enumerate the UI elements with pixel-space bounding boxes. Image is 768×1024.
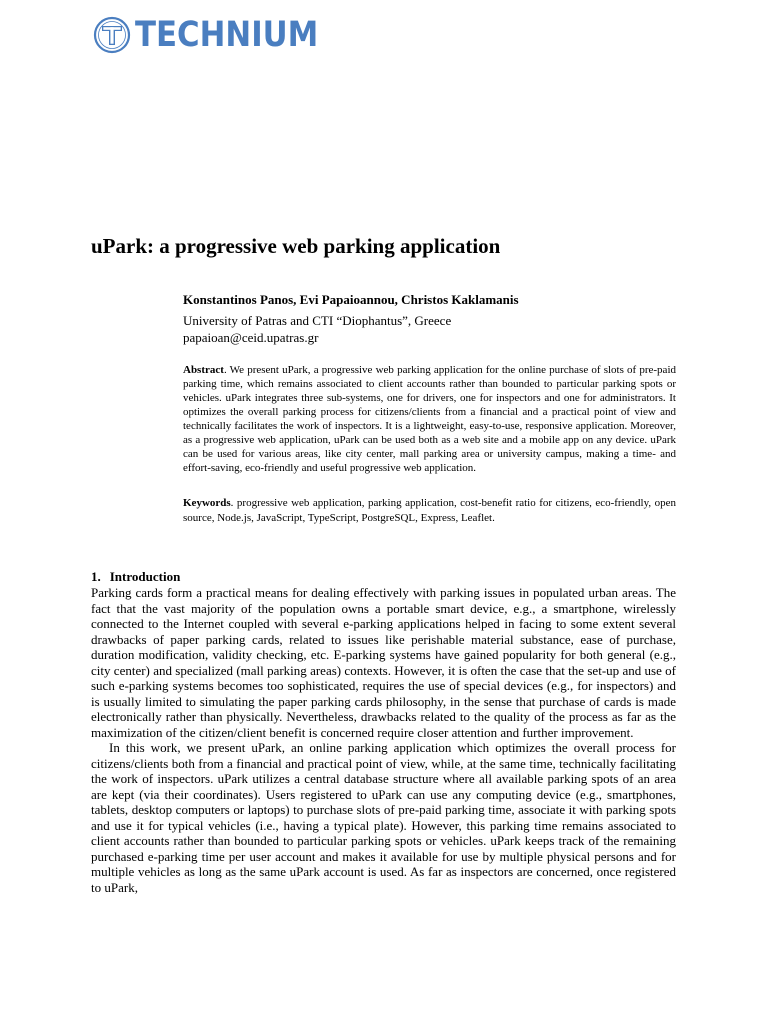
section-number: 1. [91, 569, 101, 584]
contact-email: papaioan@ceid.upatras.gr [183, 330, 319, 345]
technium-t-circle-icon [93, 16, 131, 54]
affiliation: University of Patras and CTI “Diophantus”, Greece [183, 313, 452, 328]
body-paragraph: In this work, we present uPark, an online parking application which optimizes the overall process for citizens/clients both from a financial and practical point of view, while, at the same time, technically facilitating the work of inspectors. uPark utilizes a central database structure where all available parking spots of an area are kept (via their coordinates). Users registered to uPark can use any computing device (e.g., smartphones, tablets, desktop computers or laptops) to purchase slots of pre-paid parking time, associate it with parking spots and use it for typical vehicles (i.e., having a typical plate). However, this parking time remains associated to client accounts rather than bounded to particular parking spots or vehicles. uPark keeps track of the remaining purchased e-parking time per user account and makes it available for use by multiple physical persons and for multiple vehicles as long as the same uPark account is used. As far as inspectors are concerned, once registered to uPark, [91, 740, 676, 895]
author-list: Konstantinos Panos, Evi Papaioannou, Christos Kaklamanis [183, 292, 519, 307]
keywords-label: Keywords [183, 497, 231, 509]
body-paragraph: Parking cards form a practical means for dealing effectively with parking issues in populated urban areas. The fact that the vast majority of the population owns a portable smart device, e.g., a smartphone, wirelessly connected to the Internet coupled with several e-parking applications helped in facing to some extent several drawbacks of paper parking cards, related to issues like perishable material substance, ease of purchase, duration modification, validity checking, etc. E-parking systems have gained popularity for both general (e.g., city center) and specialized (mall parking areas) contexts. However, it is often the case that the set-up and use of such e-parking systems becomes too sophisticated, requires the use of special devices (e.g., for inspectors) and is usually limited to simulating the paper parking cards philosophy, in the sense that purchase of cards is made electronically rather than physically. Nevertheless, drawbacks related to the quality of the process as far as the maximization of the citizen/client benefit is concerned require closer attention and further improvement. [91, 585, 676, 740]
abstract-text: . We present uPark, a progressive web parking application for the online purchase of slots of pre-paid parking time, which remains associated to client accounts rather than bounded to particular parking spots or vehicles. uPark integrates three sub-systems, one for drivers, one for inspectors and one for administrators. It optimizes the overall parking process for citizens/clients from a financial and a practical point of view and technically facilitates the work of inspectors. It is a lightweight, easy-to-use, responsive application. Moreover, as a progressive web application, uPark can be used both as a web site and a mobile app on any device. uPark can be used for various areas, like city center, mall parking area or university campus, making a time- and effort-saving, eco-friendly and useful progressive web application. [183, 364, 676, 474]
logo-wordmark: TECHNIUM [135, 15, 319, 55]
section-title: Introduction [109, 569, 181, 584]
journal-logo [93, 16, 343, 54]
paper-title: uPark: a progressive web parking application [91, 234, 501, 258]
keywords-text: . progressive web application, parking application, cost-benefit ratio for citizens, eco-friendly, open source, Node.js, JavaScript, TypeScript, PostgreSQL, Express, Leaflet. [183, 497, 676, 524]
front-matter [183, 292, 676, 526]
keywords [183, 496, 676, 526]
section-heading [91, 569, 676, 585]
abstract-label: Abstract [183, 364, 224, 376]
introduction-section [91, 569, 676, 895]
abstract [183, 363, 676, 475]
